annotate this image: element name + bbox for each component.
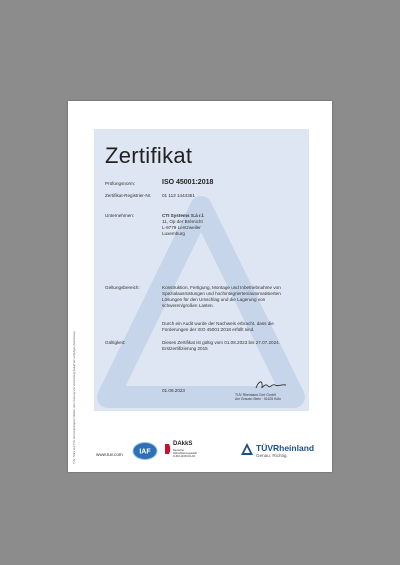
company-label: Unternehmen: [105, 213, 135, 218]
company-address-2: L-9779 Lentzweiler [162, 225, 201, 230]
audit-line-1: Durch ein Audit wurde der Nachweis erbracht, dass die [162, 321, 274, 326]
company-name: CTI Systems S.à r.l. [162, 213, 205, 218]
reg-value: 01 113 1444351 [162, 193, 195, 198]
dakks-sub-2: Akkreditierungsstelle [173, 452, 197, 455]
signature-icon [254, 378, 288, 392]
tuv-triangle-icon [240, 442, 254, 456]
norm-label: Prüfungsnorm: [105, 181, 136, 186]
triangle-watermark-icon [94, 129, 309, 411]
dakks-mark-icon [164, 443, 172, 455]
issue-date: 01.08.2023 [162, 388, 185, 393]
validity-line-1: Dieses Zertifikat ist gültig vom 01.08.2023 bis 27.07.2024. [162, 340, 280, 345]
issuer-line-2: Am Grauen Stein · 51105 Köln [235, 397, 281, 401]
side-trademark-note [71, 330, 76, 466]
page-title: Zertifikat [105, 143, 193, 168]
footer-url[interactable]: www.tuv.com [96, 452, 123, 457]
dakks-sub-3: D-ZM-14153-01-00 [173, 455, 196, 458]
scope-line-1: Konstruktion, Fertigung, Montage und Inbetriebnahme von [162, 285, 281, 290]
company-address-1: 11, Op der Brèmicht [162, 219, 203, 224]
certificate-sheet [68, 101, 332, 472]
tuv-name: TÜVRheinland [256, 443, 315, 453]
company-address-3: Luxemburg [162, 231, 185, 236]
scope-line-4: schweren/großen Lasten. [162, 303, 214, 308]
norm-value: ISO 45001:2018 [162, 179, 214, 186]
reg-label: Zertifikat-Registrier-Nr. [105, 193, 152, 198]
audit-line-2: Forderungen der ISO 45001:2018 erfüllt sind. [162, 327, 255, 332]
dakks-sub-1: Deutsche [173, 449, 184, 452]
validity-line-2: Erstzertifizierung 2015 [162, 346, 208, 351]
scope-line-2: Spezialausrüstungen und hochintegrierten/automatisierten [162, 291, 281, 296]
iaf-text: IAF [139, 448, 151, 456]
scope-label: Geltungsbereich: [105, 285, 140, 290]
side-note-text: TÜV, TUEV und TUV sind eingetragene Marken. Eine Nutzung und Verwendung bedarf der vorherigen Zustimmung. [73, 330, 76, 464]
dakks-logo [164, 441, 204, 463]
tuv-rheinland-logo [240, 441, 320, 463]
iaf-logo-icon [132, 441, 158, 461]
scope-line-3: Lösungen für den Umschlag und die Lagerung von [162, 297, 266, 302]
validity-label: Gültigkeit: [105, 340, 126, 345]
certificate-panel [94, 129, 309, 411]
issuer-line-1: TÜV Rheinland Cert GmbH [235, 393, 277, 397]
tuv-tagline: Genau. Richtig. [256, 453, 288, 458]
dakks-name: DAkkS [173, 441, 193, 447]
